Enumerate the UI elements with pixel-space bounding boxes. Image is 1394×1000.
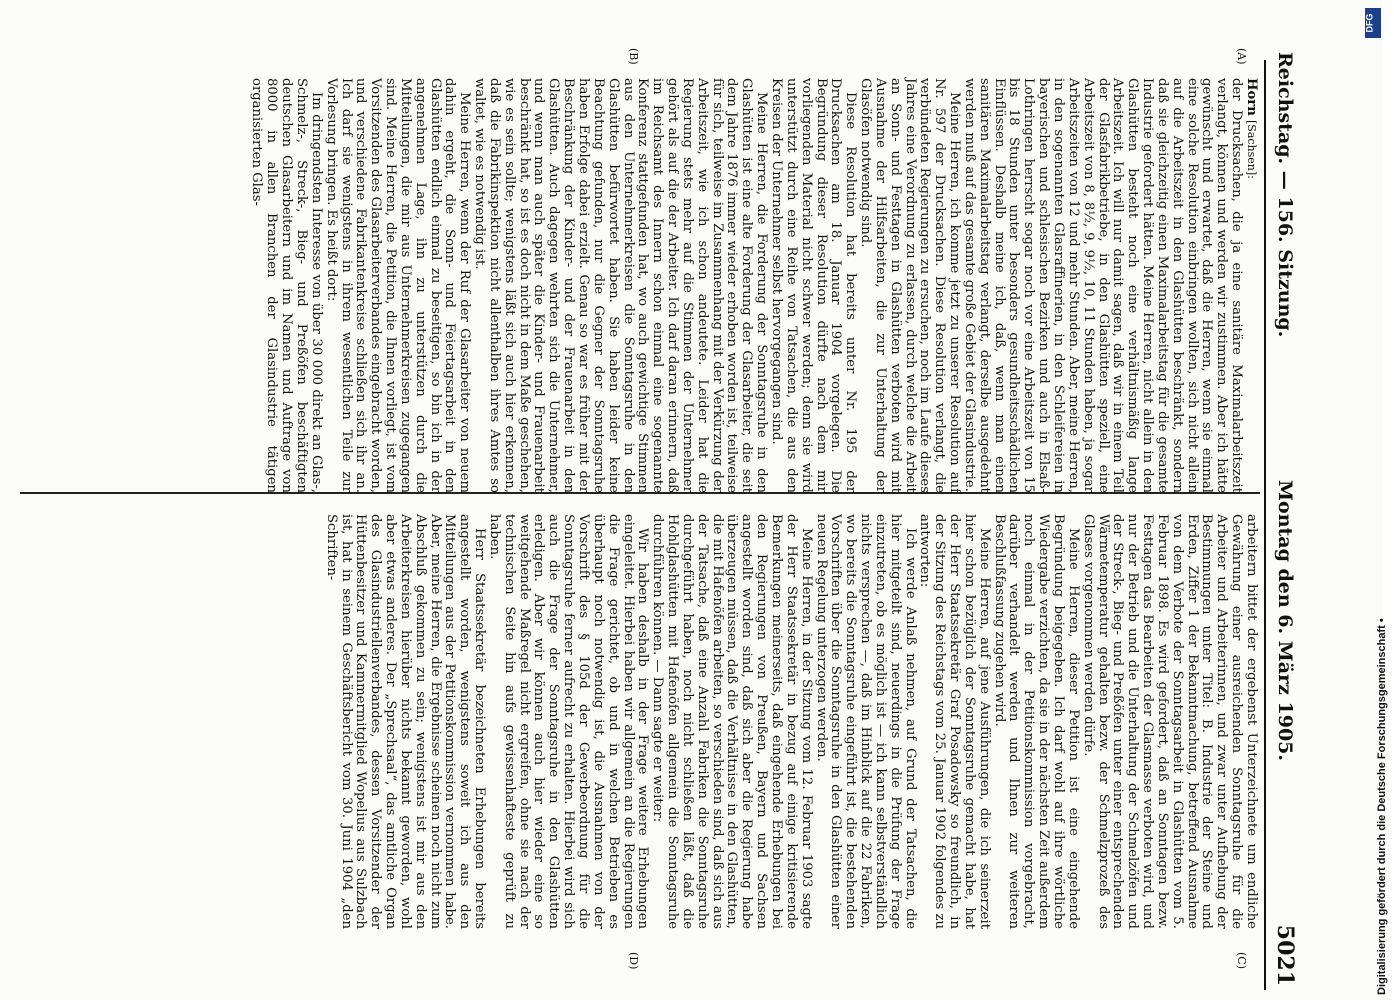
speaker-line (1243, 78, 1258, 493)
margin-marker-c: (C) (1235, 952, 1248, 969)
paragraph: der Drucksachen, die ja eine sanitäre Maximalarbeitszeit verlangt, können und werden wir zustimmen. Aber ich hätte gewünscht und erwartet, daß die Herren, wenn sie einmal eine solche Resolution einbringen wollten, sich nicht allein auf die Arbeitszeit in den Glashütten beschränkt, sondern daß sie gleichzeitig einen Maximalarbeitstag für die gesamte Industrie gefordert hätten. Meine Herren, nicht allein in den Glashütten besteht noch eine verhältnismäßig lange Arbeitszeit. Ich will nur damit sagen, daß wir in einem Teil der Glasfabrikbetriebe, in den Glashütten speziell, eine Arbeitszeit von 8, 8½, 9, 9½, 10, 11 Stunden haben, ja sogar Arbeitszeiten von 12 und mehr Stunden. Aber, meine Herren, in den sogenannten Glasraffinerien, in den Schleifereien in bayerischen und schlesischen Bezirken und auch in Elsaß-Lothringen herrscht sogar noch vor eine Arbeitszeit von 15 bis 18 Stunden unter besonders gesundheitsschädlichen Einflüssen. Deshalb meine ich, daß, wenn man einen sanitären Maximalarbeitstag verlangt, derselbe ausgedehnt werden muß auf das gesamte große Gebiet der Glasindustrie. (961, 78, 1245, 493)
header-rule (1264, 60, 1266, 990)
paragraph: arbeitern bittet der ergebenst Unterzeichnete um endliche Gewährung einer ausreichenden Sonntagsruhe für die Arbeiter und Arbeiterinnen, und zwar unter Aufhebung der Bestimmungen unter Titel: B. Industrie der Steine und Erden, Ziffer 1 der Bekanntmachung, betreffend Ausnahme von dem Verbote der Sonntagsarbeit in Glashütten vom 5. Februar 1898. Es wird gefordert, daß an Sonntagen bezw. Festtagen das Bearbeiten der Glasmasse verboten wird, und nur der Betrieb und die Unterhaltung der Schmelzöfen und der Streck-, Bieg- und Preßöfen unter einer entsprechenden Wärmetemperatur gehalten bezw. der Schmelzprozeß des Glases vorgenommen werden dürfe. (1080, 514, 1259, 929)
paragraph: Meine Herren, in der Sitzung vom 12. Februar 1903 sagte der Herr Staatssekretär in bezug auf einige kritisierende Bemerkungen meinerseits, daß eingehende Erhebungen bei den Regierungen von Preußen, Bayern und Sachsen angestellt worden sind, daß sich aber die Regierung habe überzeugen müssen, daß die Verhältnisse in den Glashütten, die mit Hafenöfen arbeiten, so verschieden sind, daß sich aus der Tatsache, daß eine Anzahl Fabriken die Sonntagsruhe durchgeführt haben, noch nicht schließen läßt, daß die Hohlglashütten mit Hafenöfen allgemein die Sonntagsruhe durchführen können. — Dann sagte er weiter: (650, 514, 814, 929)
speaker-party: [Sachsen]: (1245, 120, 1258, 179)
digitization-note-text: Digitalisierung gefördert durch die Deutsche Forschungsgemeinschaft • (1376, 618, 1388, 995)
paragraph: Meine Herren, wenn der Ruf der Glasarbeiter von neuem dahin ergeht, die Sonn- und Feiertagsarbeit in den Glashütten endlich einmal zu beseitigen, so bin ich in der angenehmen Lage, ihn zu unterstützen durch die Mitteilungen, die mir aus Unternehmerkreisen zugegangen sind. Meine Herren, die Petition, die Ihnen vorliegt, ist vom Vorsitzenden des Glasarbeiterverbandes eingebracht worden, und verschiedene Fabrikantenkreise schließen sich ihr an. Ich darf sie wenigstens in ihrem wesentlichen Teile zur Vorlesung bringen. Es heißt dort: (323, 78, 473, 493)
paragraph: Meine Herren, auf jene Ausführungen, die ich seinerzeit hier schon bezüglich der Sonntagsruhe gemacht habe, hat der Herr Staatssekretär Graf Posadowsky so freundlich, in der Sitzung des Reichstags vom 25. Januar 1902 folgendes zu antworten: (917, 514, 992, 929)
dfg-logo: DFG (1365, 8, 1381, 38)
margin-marker-a: (A) (1235, 48, 1248, 65)
paragraph: Diese Resolution hat bereits unter Nr. 195 der Drucksachen am 18. Januar 1904 vorgelegen. Die Begründung dieser Resolution dürfte nach dem mir vorliegenden Material nicht schwer werden; denn sie wird unterstützt durch eine Reihe von Tatsachen, die aus den Kreisen der Unternehmer selbst hervorgegangen sind. (769, 78, 859, 493)
running-header (1266, 0, 1300, 1000)
header-center: Montag den 6. März 1905. (1274, 480, 1296, 762)
header-left: Reichstag. — 156. Sitzung. (1274, 52, 1296, 338)
paragraph: Herr Staatssekretär bezeichneten Erhebungen bereits angestellt worden, wenigstens soweit ich aus den Mitteilungen aus der Petitionskommission vernommen habe. Aber, meine Herren, die Ergebnisse scheinen noch nicht zum Abschluß gekommen zu sein; wenigstens ist mir aus den Arbeiterkreisen hierüber nichts bekannt geworden, wohl aber etwas anderes. Der „Sprechsaal“, das amtliche Organ des Glasindustriellenverbandes, dessen Vorsitzender der Hüttenbesitzer und Kammermitglied Wopelius aus Sulzbach ist, hat in seinem Geschäftsbericht vom 30. Juni 1904 „den Schriften- (323, 514, 488, 929)
margin-marker-d: (D) (627, 952, 640, 970)
margin-marker-b: (B) (627, 48, 640, 65)
paragraph: Meine Herren, ich komme jetzt zu unserer Resolution auf Nr. 597 der Drucksachen. Diese Resolution verlangt, die verbündeten Regierungen zu ersuchen, noch im Laufe dieses Jahres eine Verordnung zu erlassen, durch welche die Arbeit an Sonn- und Festtagen in Glashütten verboten wird mit Ausnahme der Hilfsarbeiten, die zur Unterhaltung der Glasöfen notwendig sind. (858, 78, 963, 493)
quoted-paragraph: Ich werde Anlaß nehmen, auf Grund der Tatsachen, die hier mitgeteilt sind, neuerdings in die Prüfung der Frage einzutreten, ob es möglich ist — ich kann selbstverständlich nichts versprechen —, daß im Hinblick auf die 22 Fabriken, wo bereits die Sonntagsruhe eingeführt ist, die bestehenden Vorschriften über die Sonntagsruhe in den Glashütten einer neuen Regelung unterzogen werden. (813, 514, 918, 929)
right-column (13, 514, 1258, 929)
paragraph: Meine Herren, die Forderung der Sonntagsruhe in den Glashütten ist eine alte Forderung der Glasarbeiter, die seit dem Jahre 1876 immer wieder erhoben worden ist, teilweise für sich, teilweise im Zusammenhang mit der Verkürzung der Arbeitszeit, wie ich schon andeutete. Leider hat die Regierung stets mehr auf die Stimmen der Unternehmer gehört als auf die der Arbeiter. Ich darf daran erinnern, daß im Reichsamt des Innern schon einmal eine sogenannte Konferenz stattgefunden hat, wo auch gewichtige Stimmen aus den Unternehmerkreisen die Sonntagsruhe in den Glashütten befürwortet haben. Sie haben leider keine Beachtung gefunden, nur die Gegner der Sonntagsruhe haben Erfolge dabei erzielt. Genau so war es früher mit der Beschränkung der Kinder- und der Frauenarbeit in den Glashütten. Auch dagegen wehrten sich die Unternehmer, und wenn man auch später die Kinder- und Frauenarbeit beschränkt hat, so ist es doch nicht in dem Maße geschehen, wie es sein sollte; wenigstens läßt sich auch hier erkennen, daß die Fabrikinspektion nicht allenthalben ihres Amtes so waltet, wie es notwendig ist. (472, 78, 770, 493)
speaker-name: Horn (1244, 78, 1259, 116)
paragraph: Im dringendsten Interesse von über 30 000 direkt an Glas-, Schmelz-, Streck-, Bieg- und Preßöfen beschäftigten deutschen Glasarbeitern und im Namen und Auftrage von 8000 in allen Branchen der Glasindustrie tätigen organisierten Glas- (249, 78, 324, 493)
digitization-note (1362, 5, 1388, 995)
page-number: 5021 (1272, 924, 1298, 986)
left-column (13, 78, 1258, 493)
paragraph: Meine Herren, dieser Petition ist eine eingehende Begründung beigegeben. Ich darf wohl auf ihre wörtliche Wiedergabe verzichten, da sie in der nächsten Zeit außerdem noch einmal in der Petitionskommission vorgebracht, darüber verhandelt werden und Ihnen zur weiteren Beschlußfassung zugehen wird. (991, 514, 1081, 929)
quoted-paragraph: Wir haben deshalb in der Frage weitere Erhebungen eingeleitet. Hierbei haben wir allgemein an die Regierungen die Frage gerichtet, ob und in welchen Betrieben es überhaupt noch notwendig ist, die Ausnahmen von der Vorschrift des § 105d der Gewerbeordnung für die Sonntagsruhe ferner aufrecht zu erhalten. Hierbei wird sich auch die Frage der Sonntagsruhe in den Glashütten erledigen. Aber wir können auch hier wieder eine so weitgehende Maßregel nicht ergreifen, ohne sie nach der technischen Seite hin aufs gewissenhafteste geprüft zu haben. (486, 514, 651, 929)
